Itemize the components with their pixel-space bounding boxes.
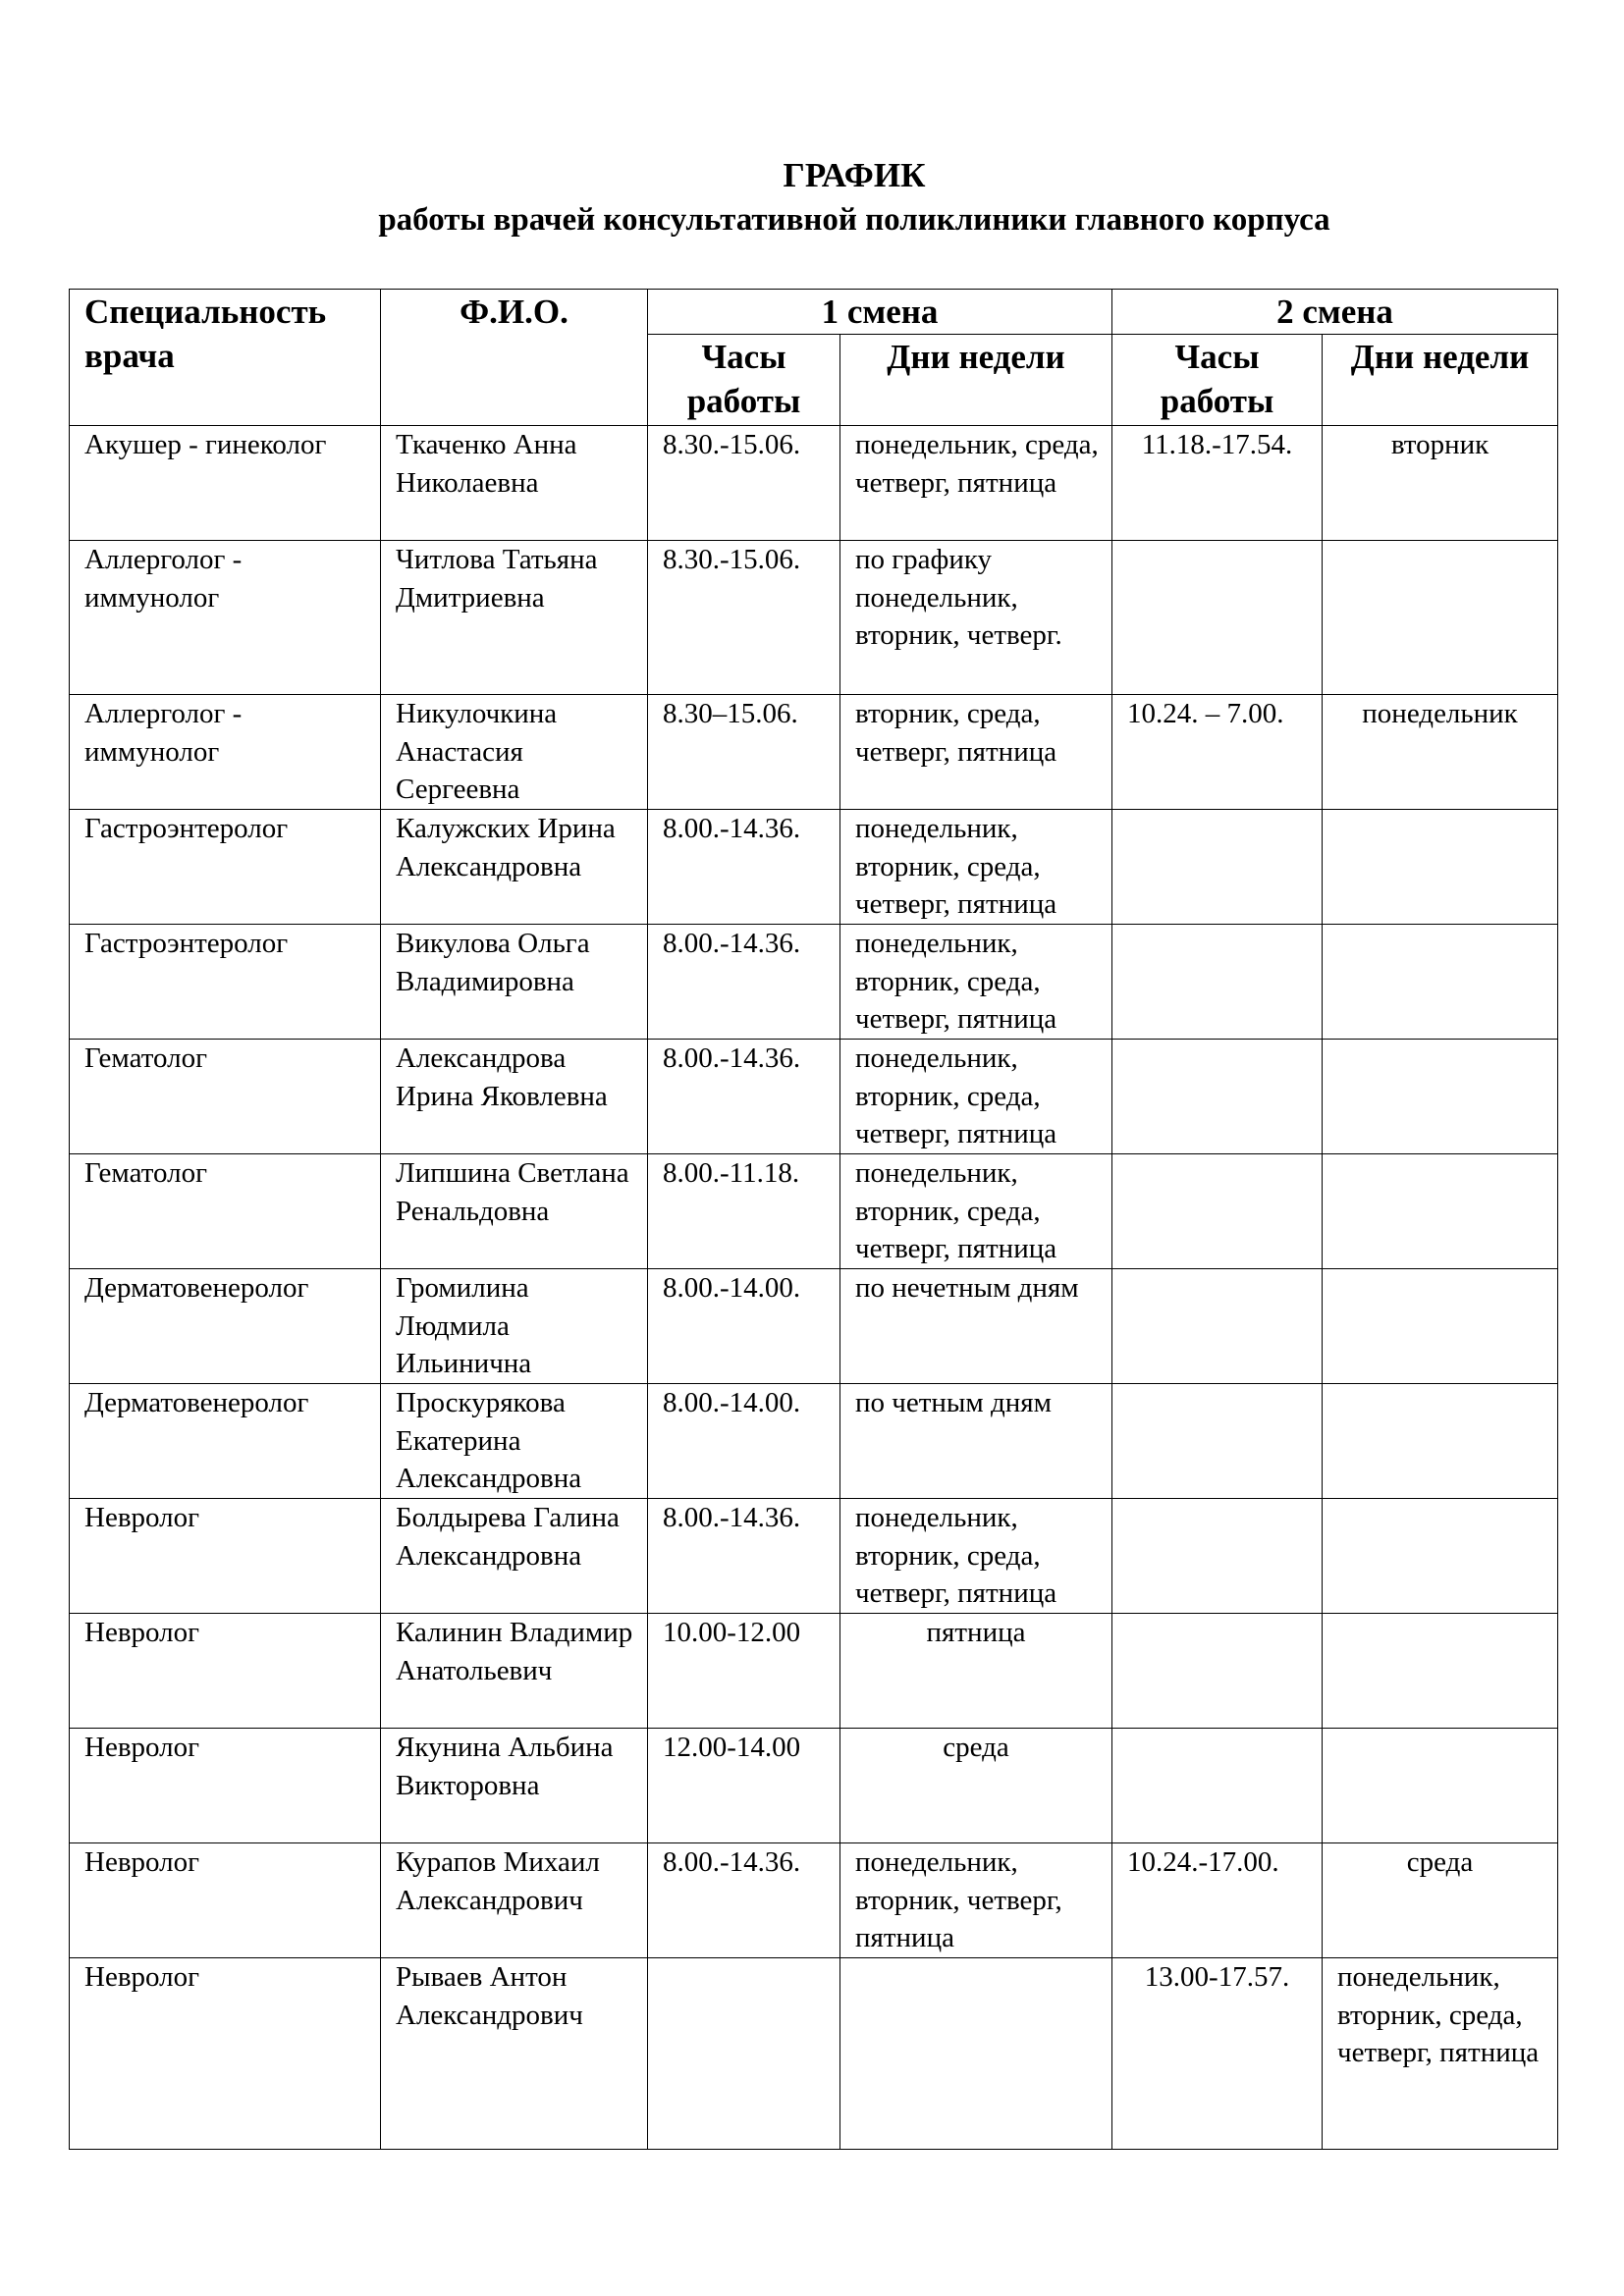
cell-shift-1-days: пятница bbox=[840, 1614, 1112, 1729]
cell-shift-1-days: по нечетным дням bbox=[840, 1269, 1112, 1384]
cell-specialty: Невролог bbox=[70, 1958, 381, 2150]
cell-specialty: Дерматовенеролог bbox=[70, 1269, 381, 1384]
cell-shift-2-days bbox=[1323, 1384, 1558, 1499]
cell-shift-2-hours bbox=[1112, 925, 1323, 1040]
cell-shift-2-hours bbox=[1112, 1040, 1323, 1154]
header-shift-2-hours: Часы работы bbox=[1112, 335, 1323, 426]
cell-shift-2-hours bbox=[1112, 810, 1323, 925]
cell-name: Курапов Михаил Александрович bbox=[381, 1843, 648, 1958]
cell-shift-1-hours: 8.00.-14.00. bbox=[648, 1384, 840, 1499]
cell-specialty: Аллерголог - иммунолог bbox=[70, 541, 381, 695]
cell-specialty: Акушер - гинеколог bbox=[70, 426, 381, 541]
cell-name: Рываев Антон Александрович bbox=[381, 1958, 648, 2150]
header-specialty: Специальность врача bbox=[70, 290, 381, 426]
cell-shift-2-hours: 13.00-17.57. bbox=[1112, 1958, 1323, 2150]
cell-shift-1-hours: 10.00-12.00 bbox=[648, 1614, 840, 1729]
cell-name: Александрова Ирина Яковлевна bbox=[381, 1040, 648, 1154]
cell-shift-1-days: понедельник, вторник, среда, четверг, пятница bbox=[840, 925, 1112, 1040]
cell-shift-2-hours: 10.24. – 7.00. bbox=[1112, 695, 1323, 810]
cell-name: Никулочкина Анастасия Сергеевна bbox=[381, 695, 648, 810]
header-shift-1-hours: Часы работы bbox=[648, 335, 840, 426]
table-row bbox=[70, 1499, 1558, 1614]
table-row bbox=[70, 925, 1558, 1040]
table-row bbox=[70, 1384, 1558, 1499]
cell-name: Калужских Ирина Александровна bbox=[381, 810, 648, 925]
cell-name: Проскурякова Екатерина Александровна bbox=[381, 1384, 648, 1499]
table-row bbox=[70, 810, 1558, 925]
cell-specialty: Невролог bbox=[70, 1614, 381, 1729]
cell-specialty: Гематолог bbox=[70, 1040, 381, 1154]
cell-name: Викулова Ольга Владимировна bbox=[381, 925, 648, 1040]
cell-shift-2-days: среда bbox=[1323, 1843, 1558, 1958]
cell-shift-1-hours bbox=[648, 1958, 840, 2150]
header-shift-1: 1 смена bbox=[648, 290, 1112, 335]
cell-shift-1-hours: 8.00.-14.36. bbox=[648, 1499, 840, 1614]
header-shift-1-days: Дни недели bbox=[840, 335, 1112, 426]
cell-shift-2-days: понедельник bbox=[1323, 695, 1558, 810]
cell-shift-2-days: вторник bbox=[1323, 426, 1558, 541]
table-row bbox=[70, 426, 1558, 541]
cell-shift-2-hours: 10.24.-17.00. bbox=[1112, 1843, 1323, 1958]
cell-shift-1-days: по графику понедельник, вторник, четверг. bbox=[840, 541, 1112, 695]
cell-shift-2-hours bbox=[1112, 1729, 1323, 1843]
cell-shift-1-hours: 8.30–15.06. bbox=[648, 695, 840, 810]
header-shift-2-days: Дни недели bbox=[1323, 335, 1558, 426]
table-row bbox=[70, 1614, 1558, 1729]
schedule-table-body bbox=[70, 426, 1558, 2150]
cell-shift-2-hours bbox=[1112, 1614, 1323, 1729]
cell-shift-1-days: по четным дням bbox=[840, 1384, 1112, 1499]
cell-shift-1-days: среда bbox=[840, 1729, 1112, 1843]
table-row bbox=[70, 541, 1558, 695]
cell-shift-1-hours: 8.00.-14.36. bbox=[648, 925, 840, 1040]
cell-specialty: Невролог bbox=[70, 1729, 381, 1843]
cell-shift-1-days: понедельник, среда, четверг, пятница bbox=[840, 426, 1112, 541]
cell-specialty: Невролог bbox=[70, 1499, 381, 1614]
header-shift-2: 2 смена bbox=[1112, 290, 1558, 335]
cell-specialty: Гастроэнтеролог bbox=[70, 925, 381, 1040]
cell-specialty: Невролог bbox=[70, 1843, 381, 1958]
cell-shift-1-days: понедельник, вторник, среда, четверг, пятница bbox=[840, 1499, 1112, 1614]
cell-shift-1-days bbox=[840, 1958, 1112, 2150]
cell-shift-2-days: понедельник, вторник, среда, четверг, пятница bbox=[1323, 1958, 1558, 2150]
cell-name: Калинин Владимир Анатольевич bbox=[381, 1614, 648, 1729]
cell-name: Громилина Людмила Ильинична bbox=[381, 1269, 648, 1384]
cell-specialty: Гематолог bbox=[70, 1154, 381, 1269]
cell-name: Ткаченко Анна Николаевна bbox=[381, 426, 648, 541]
cell-specialty: Аллерголог - иммунолог bbox=[70, 695, 381, 810]
cell-shift-2-days bbox=[1323, 925, 1558, 1040]
cell-shift-2-days bbox=[1323, 1614, 1558, 1729]
cell-shift-2-days bbox=[1323, 1154, 1558, 1269]
cell-shift-2-hours: 11.18.-17.54. bbox=[1112, 426, 1323, 541]
cell-shift-2-hours bbox=[1112, 1269, 1323, 1384]
cell-shift-1-hours: 8.30.-15.06. bbox=[648, 426, 840, 541]
cell-shift-1-days: понедельник, вторник, четверг, пятница bbox=[840, 1843, 1112, 1958]
document-subtitle: работы врачей консультативной поликлиники главного корпуса bbox=[378, 202, 1330, 238]
cell-name: Липшина Светлана Ренальдовна bbox=[381, 1154, 648, 1269]
cell-shift-2-days bbox=[1323, 810, 1558, 925]
table-row bbox=[70, 1040, 1558, 1154]
cell-shift-1-hours: 8.00.-11.18. bbox=[648, 1154, 840, 1269]
table-row bbox=[70, 1843, 1558, 1958]
document-title: ГРАФИК bbox=[783, 156, 926, 194]
cell-shift-2-days bbox=[1323, 1040, 1558, 1154]
cell-name: Болдырева Галина Александровна bbox=[381, 1499, 648, 1614]
schedule-table bbox=[69, 289, 1558, 2150]
cell-shift-1-hours: 8.00.-14.36. bbox=[648, 810, 840, 925]
cell-shift-1-hours: 8.30.-15.06. bbox=[648, 541, 840, 695]
cell-shift-2-days bbox=[1323, 541, 1558, 695]
cell-shift-2-hours bbox=[1112, 1499, 1323, 1614]
table-row bbox=[70, 1729, 1558, 1843]
table-row bbox=[70, 1958, 1558, 2150]
cell-shift-1-hours: 8.00.-14.36. bbox=[648, 1843, 840, 1958]
cell-shift-1-hours: 8.00.-14.00. bbox=[648, 1269, 840, 1384]
cell-shift-1-days: понедельник, вторник, среда, четверг, пятница bbox=[840, 1040, 1112, 1154]
cell-shift-2-hours bbox=[1112, 1384, 1323, 1499]
cell-shift-1-days: понедельник, вторник, среда, четверг, пятница bbox=[840, 1154, 1112, 1269]
cell-shift-1-days: вторник, среда, четверг, пятница bbox=[840, 695, 1112, 810]
table-row bbox=[70, 1154, 1558, 1269]
cell-shift-2-hours bbox=[1112, 1154, 1323, 1269]
table-row bbox=[70, 695, 1558, 810]
cell-shift-1-hours: 8.00.-14.36. bbox=[648, 1040, 840, 1154]
table-row bbox=[70, 1269, 1558, 1384]
cell-name: Якунина Альбина Викторовна bbox=[381, 1729, 648, 1843]
cell-shift-2-days bbox=[1323, 1499, 1558, 1614]
cell-name: Читлова Татьяна Дмитриевна bbox=[381, 541, 648, 695]
cell-specialty: Дерматовенеролог bbox=[70, 1384, 381, 1499]
cell-shift-2-hours bbox=[1112, 541, 1323, 695]
cell-specialty: Гастроэнтеролог bbox=[70, 810, 381, 925]
cell-shift-1-hours: 12.00-14.00 bbox=[648, 1729, 840, 1843]
schedule-table-header bbox=[70, 290, 1558, 426]
cell-shift-2-days bbox=[1323, 1729, 1558, 1843]
cell-shift-1-days: понедельник, вторник, среда, четверг, пятница bbox=[840, 810, 1112, 925]
header-name: Ф.И.О. bbox=[381, 290, 648, 426]
cell-shift-2-days bbox=[1323, 1269, 1558, 1384]
